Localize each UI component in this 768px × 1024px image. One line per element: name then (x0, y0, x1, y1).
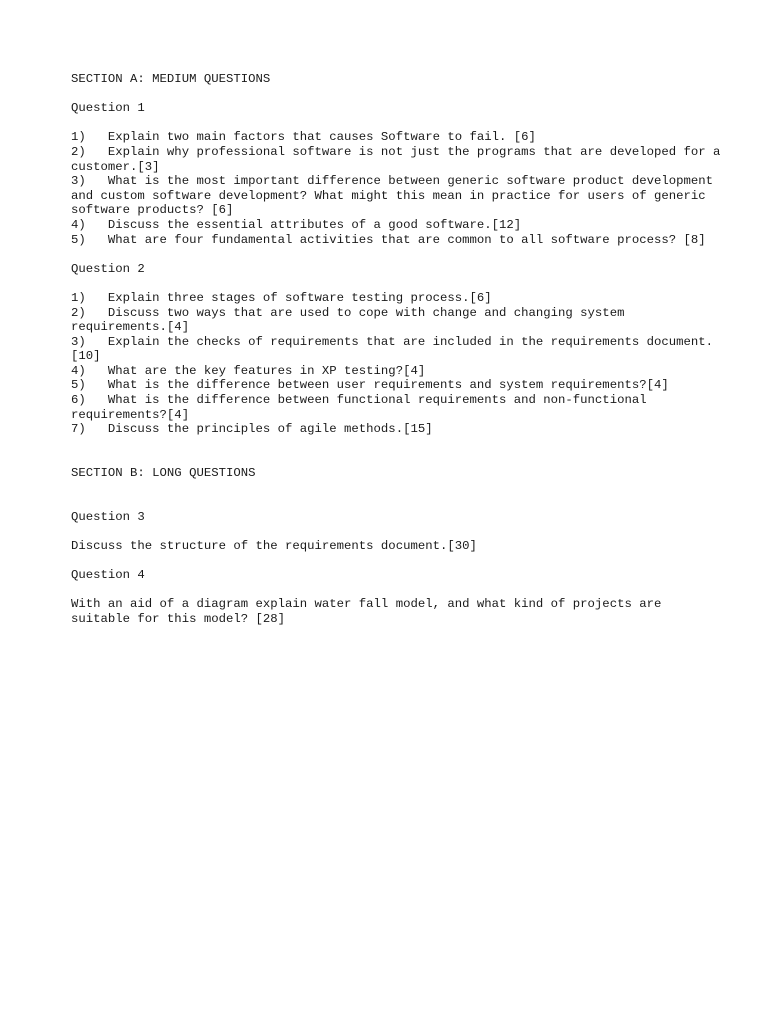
list-item: 7) Discuss the principles of agile methods.[15] (71, 422, 433, 437)
question-1-list (71, 130, 728, 247)
list-item: 3) What is the most important difference between generic software product development and custom software development? What might this mean in practice for users of generic software products? [6] (71, 174, 721, 218)
question-2-list (71, 291, 721, 437)
list-item: 5) What is the difference between user requirements and system requirements?[4] (71, 378, 669, 393)
document-page (71, 72, 728, 627)
section-b-title: SECTION B: LONG QUESTIONS (71, 466, 256, 481)
question-3-text: Discuss the structure of the requirements document.[30] (71, 539, 477, 553)
list-item: 1) Explain three stages of software testing process.[6] (71, 290, 492, 305)
list-item: 5) What are four fundamental activities that are common to all software process? [8] (71, 232, 706, 247)
list-item: 3) Explain the checks of requirements that are included in the requirements document.[10] (71, 334, 714, 364)
question-3-heading: Question 3 (71, 509, 145, 524)
question-1-heading: Question 1 (71, 101, 145, 116)
list-item: 4) Discuss the essential attributes of a good software.[12] (71, 217, 522, 232)
list-item: 2) Discuss two ways that are used to cope with change and changing system requirements.[4] (71, 305, 632, 335)
question-2-heading: Question 2 (71, 261, 145, 276)
question-4-heading: Question 4 (71, 568, 145, 583)
list-item: 1) Explain two main factors that causes Software to fail. [6] (71, 130, 536, 145)
section-a-title: SECTION A: MEDIUM QUESTIONS (71, 72, 271, 86)
list-item: 2) Explain why professional software is not just the programs that are developed for a customer.[3] (71, 144, 728, 174)
question-4-text: With an aid of a diagram explain water fall model, and what kind of projects are suitable for this model? [28] (71, 597, 669, 626)
list-item: 4) What are the key features in XP testing?[4] (71, 363, 426, 378)
list-item: 6) What is the difference between functional requirements and non-functional requirements?[4] (71, 393, 654, 422)
